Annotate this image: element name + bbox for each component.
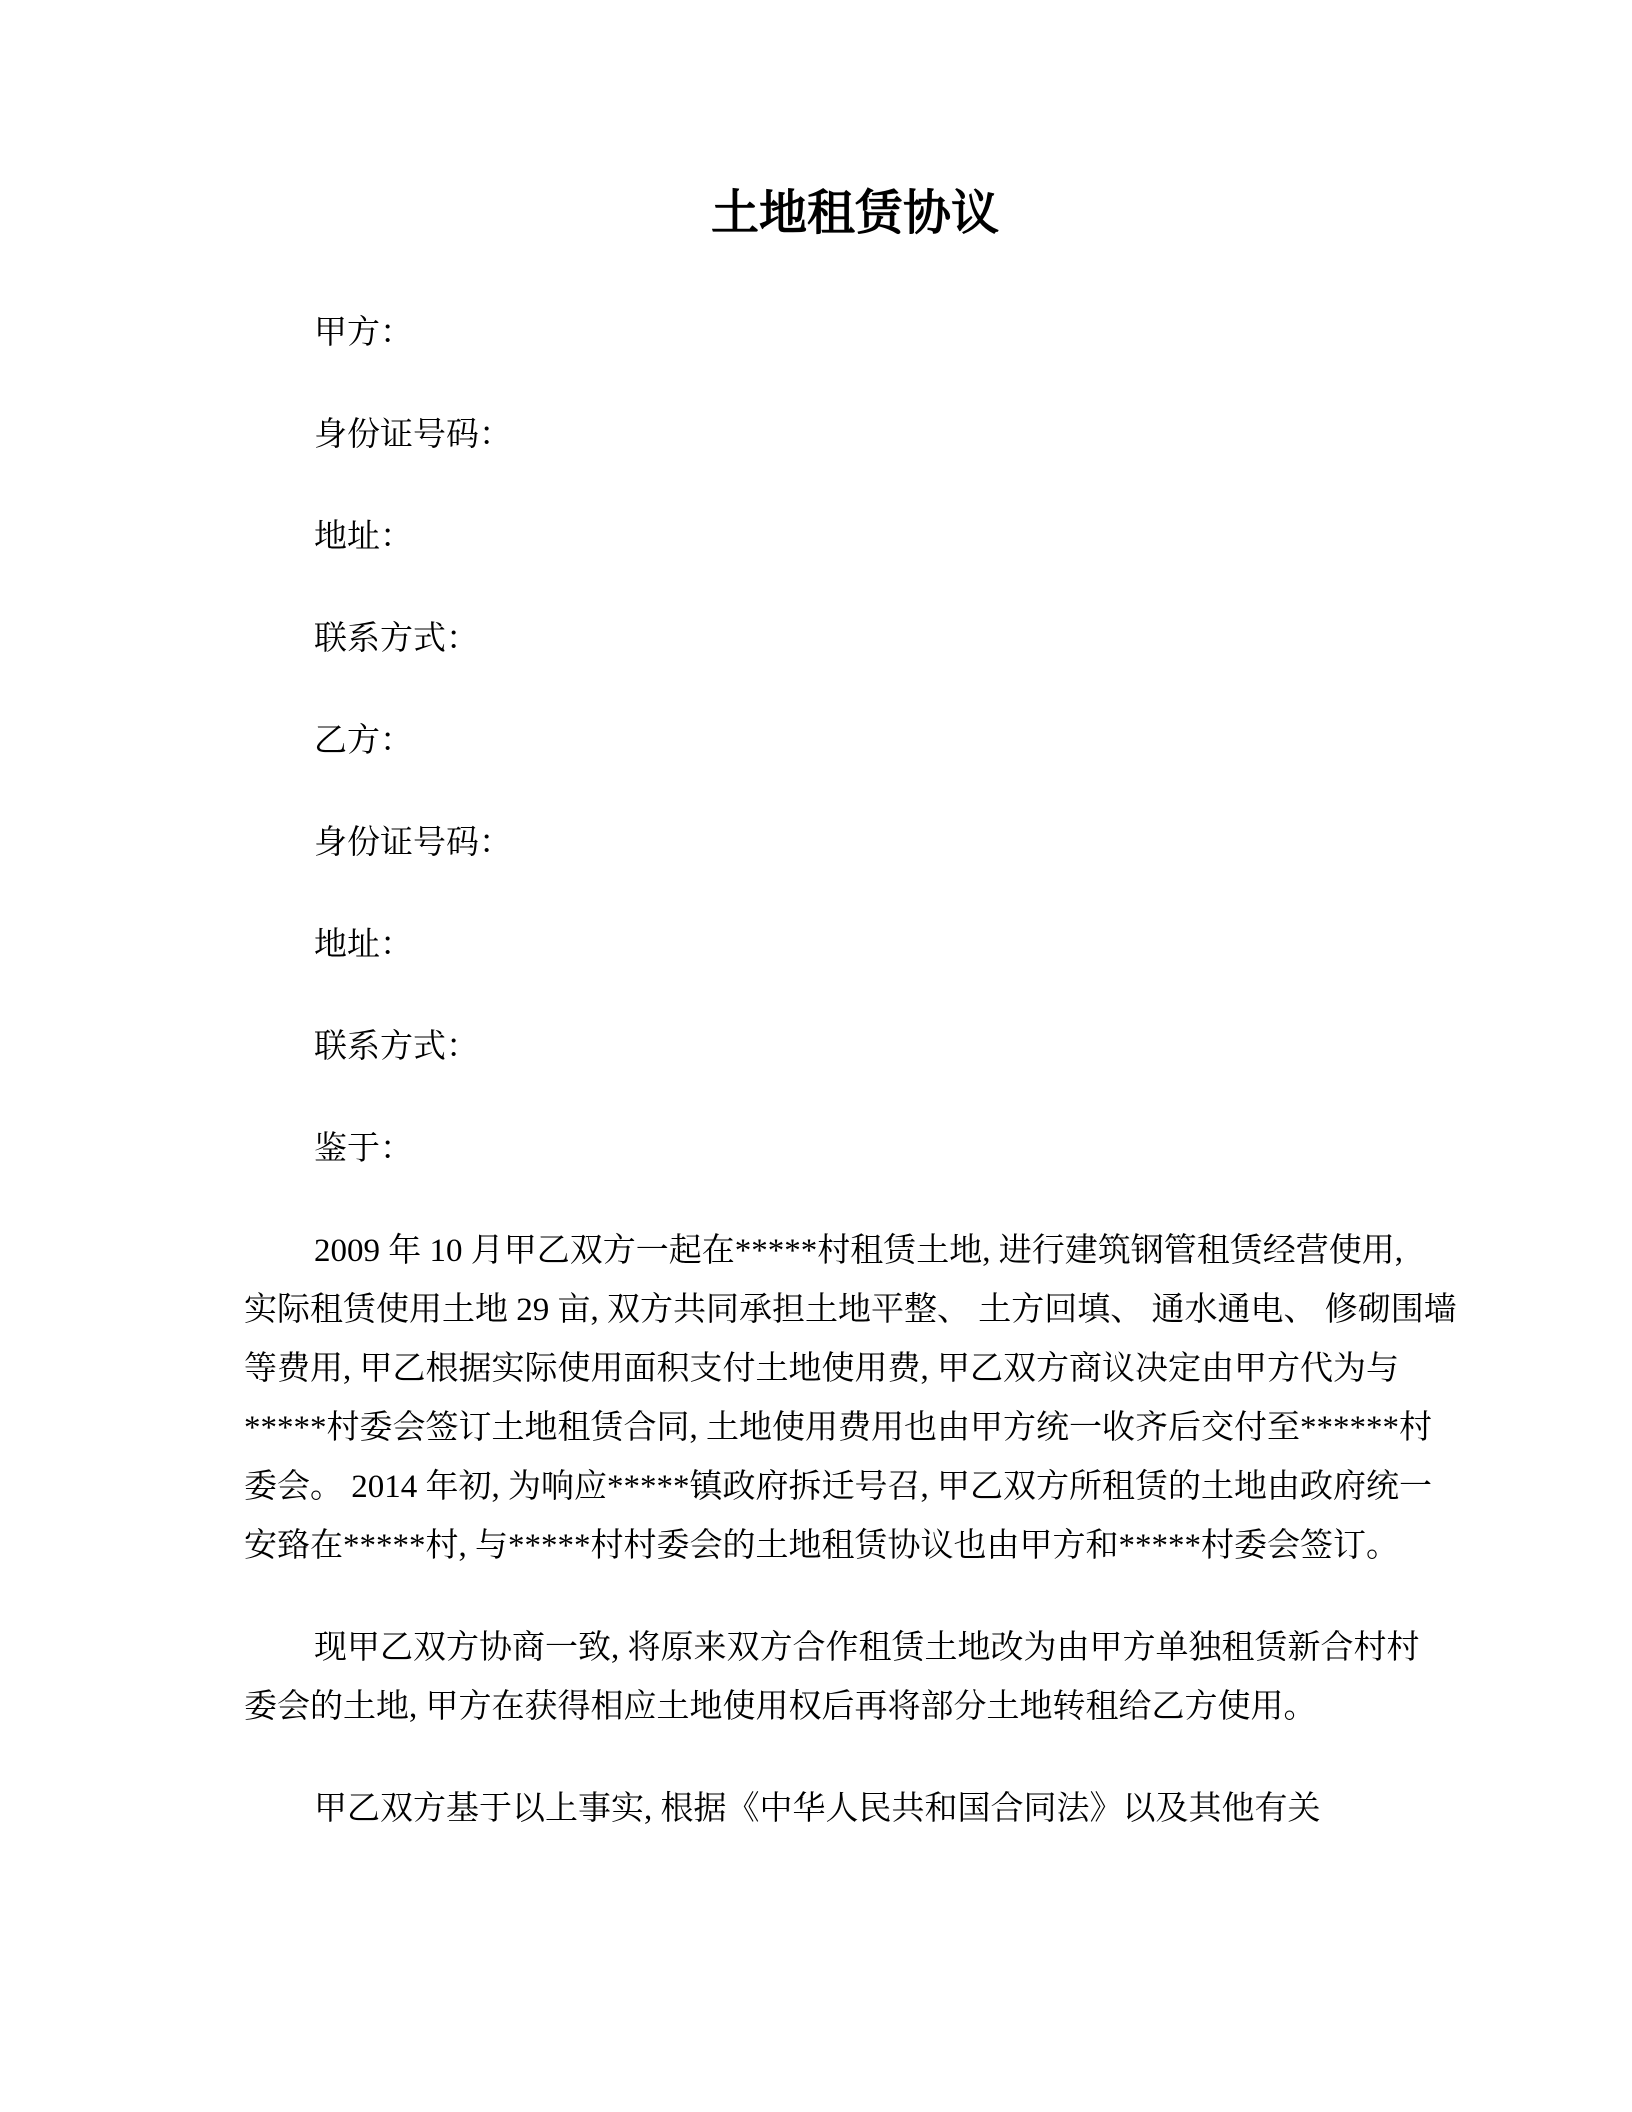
- paragraph-1-line-6: 安臵在*****村, 与*****村村委会的土地租赁协议也由甲方和*****村委会签订。: [244, 1528, 1399, 1564]
- field-id-number-a: 身份证号码：: [314, 417, 512, 453]
- paragraph-2-line-1: 现甲乙双方协商一致, 将原来双方合作租赁土地改为由甲方单独租赁新合村村: [314, 1630, 1420, 1666]
- field-party-a: 甲方：: [314, 315, 413, 351]
- field-party-b: 乙方：: [314, 723, 413, 759]
- paragraph-1-line-4: *****村委会签订土地租赁合同, 土地使用费用也由甲方统一收齐后交付至******村: [244, 1410, 1432, 1446]
- field-id-number-b: 身份证号码：: [314, 825, 512, 861]
- paragraph-1-line-3: 等费用, 甲乙根据实际使用面积支付土地使用费, 甲乙双方商议决定由甲方代为与: [244, 1351, 1399, 1387]
- paragraph-agreement-change: [244, 1619, 1420, 1737]
- document-title: 土地租赁协议: [710, 187, 999, 240]
- paragraph-background-facts: [244, 1222, 1457, 1576]
- paragraph-2-line-2: 委会的土地, 甲方在获得相应土地使用权后再将部分土地转租给乙方使用。: [244, 1689, 1317, 1725]
- paragraph-1-line-5: 委会。 2014 年初, 为响应*****镇政府拆迁号召, 甲乙双方所租赁的土地由政府统一: [244, 1469, 1432, 1505]
- field-address-a: 地址：: [314, 519, 413, 555]
- field-contact-b: 联系方式：: [314, 1029, 479, 1065]
- paragraph-1-line-2: 实际租赁使用土地 29 亩, 双方共同承担土地平整、 土方回填、 通水通电、 修砌围墙: [244, 1292, 1457, 1328]
- field-contact-a: 联系方式：: [314, 621, 479, 657]
- paragraph-1-line-1: 2009 年 10 月甲乙双方一起在*****村租赁土地, 进行建筑钢管租赁经营使用,: [314, 1233, 1403, 1269]
- field-address-b: 地址：: [314, 927, 413, 963]
- paragraph-legal-basis: [244, 1780, 1400, 1839]
- field-whereas: 鉴于：: [314, 1131, 413, 1167]
- paragraph-3-line-1: 甲乙双方基于以上事实, 根据《中华人民共和国合同法》以及其他有关: [314, 1791, 1321, 1827]
